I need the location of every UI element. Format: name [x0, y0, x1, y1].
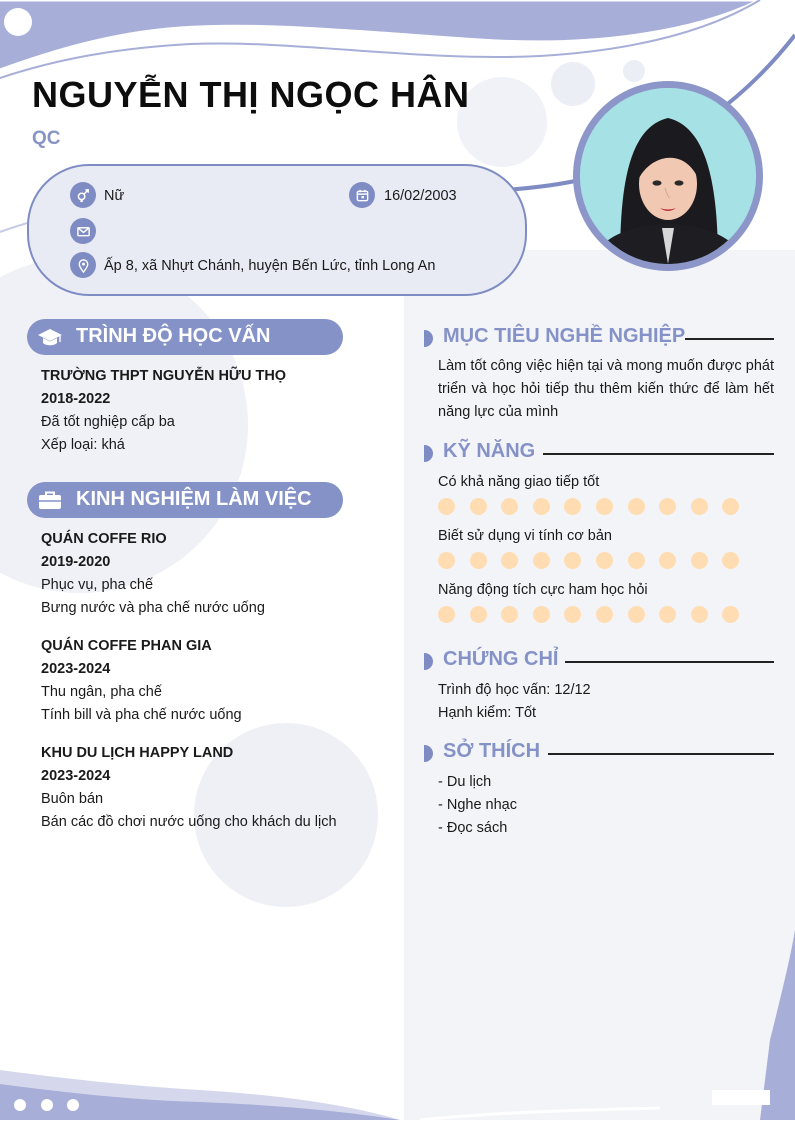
skill-dot	[691, 498, 708, 515]
job-description: Bán các đồ chơi nước uống cho khách du lịch	[41, 814, 337, 830]
job-description: Tính bill và pha chế nước uống	[41, 707, 242, 723]
education-header	[27, 319, 343, 355]
job-position: Phục vụ, pha chế	[41, 577, 154, 593]
address-value: Ấp 8, xã Nhựt Chánh, huyện Bến Lức, tỉnh Long An	[104, 258, 436, 274]
job-description: Bưng nước và pha chế nước uống	[41, 600, 265, 616]
skill-dot	[438, 606, 455, 623]
skill-dot	[438, 498, 455, 515]
skill-dot	[596, 606, 613, 623]
birthdate-value: 16/02/2003	[384, 188, 457, 204]
skills-header	[424, 438, 774, 468]
briefcase-icon	[37, 489, 63, 511]
skills-title: KỸ NĂNG	[443, 440, 536, 462]
objective-header	[424, 323, 774, 353]
avatar	[580, 88, 756, 264]
skill-dot	[596, 498, 613, 515]
skill-name: Có khả năng giao tiếp tốt	[438, 474, 600, 490]
hobby-item: - Đọc sách	[438, 820, 508, 836]
half-circle-marker	[424, 445, 433, 462]
section-rule	[685, 338, 774, 340]
skill-dot	[533, 498, 550, 515]
half-circle-marker	[424, 653, 433, 670]
gender-icon	[70, 182, 96, 208]
graduation-cap-icon	[37, 326, 63, 348]
skill-name: Năng động tích cực ham học hỏi	[438, 582, 648, 598]
job-position: Thu ngân, pha chế	[41, 684, 162, 700]
education-title: TRÌNH ĐỘ HỌC VẤN	[76, 325, 271, 347]
half-circle-marker	[424, 330, 433, 347]
job-company: KHU DU LỊCH HAPPY LAND	[41, 745, 234, 761]
hobbies-header	[424, 738, 774, 768]
experience-title: KINH NGHIỆM LÀM VIỆC	[76, 488, 312, 510]
hobbies-title: SỞ THÍCH	[443, 740, 541, 762]
skill-dot	[628, 606, 645, 623]
skill-dot	[470, 606, 487, 623]
education-period: 2018-2022	[41, 391, 111, 407]
job-period: 2023-2024	[41, 661, 111, 677]
location-icon	[70, 252, 96, 278]
skill-dot	[470, 552, 487, 569]
skill-dot	[628, 498, 645, 515]
calendar-icon	[349, 182, 375, 208]
gender-value: Nữ	[104, 188, 125, 204]
footer-dot	[67, 1099, 79, 1111]
job-company: QUÁN COFFE PHAN GIA	[41, 638, 212, 654]
skill-dot	[596, 552, 613, 569]
education-school: TRƯỜNG THPT NGUYỄN HỮU THỌ	[41, 368, 287, 384]
email-icon	[70, 218, 96, 244]
skill-name: Biết sử dụng vi tính cơ bản	[438, 528, 612, 544]
skill-dot	[533, 606, 550, 623]
objective-text: Làm tốt công việc hiện tại và mong muốn được phát triển và học hỏi tiếp thu thêm kiến thức để làm hết năng lực của mình	[438, 358, 774, 420]
skill-dot	[628, 552, 645, 569]
certificate-item: Trình độ học vấn: 12/12	[438, 682, 591, 698]
section-rule	[543, 453, 774, 455]
certificates-header	[424, 646, 774, 676]
education-line: Đã tốt nghiệp cấp ba	[41, 414, 175, 430]
job-title: QC	[32, 128, 61, 149]
skill-dot	[533, 552, 550, 569]
objective-title: MỤC TIÊU NGHỀ NGHIỆP	[443, 325, 686, 347]
certificate-item: Hạnh kiểm: Tốt	[438, 705, 537, 721]
footer-dot	[14, 1099, 26, 1111]
job-period: 2019-2020	[41, 554, 111, 570]
skill-dot	[438, 552, 455, 569]
job-position: Buôn bán	[41, 791, 104, 807]
full-name: NGUYỄN THỊ NGỌC HÂN	[32, 74, 470, 115]
section-rule	[565, 661, 774, 663]
job-company: QUÁN COFFE RIO	[41, 531, 167, 547]
hobby-item: - Du lịch	[438, 774, 492, 790]
job-period: 2023-2024	[41, 768, 111, 784]
skill-dot	[691, 552, 708, 569]
certificates-title: CHỨNG CHỈ	[443, 648, 559, 670]
section-rule	[548, 753, 774, 755]
half-circle-marker	[424, 745, 433, 762]
footer-dot	[41, 1099, 53, 1111]
skill-dot	[470, 498, 487, 515]
skill-dot	[691, 606, 708, 623]
hobby-item: - Nghe nhạc	[438, 797, 517, 813]
education-line: Xếp loại: khá	[41, 437, 125, 453]
experience-header	[27, 482, 343, 518]
contact-box	[27, 164, 527, 296]
